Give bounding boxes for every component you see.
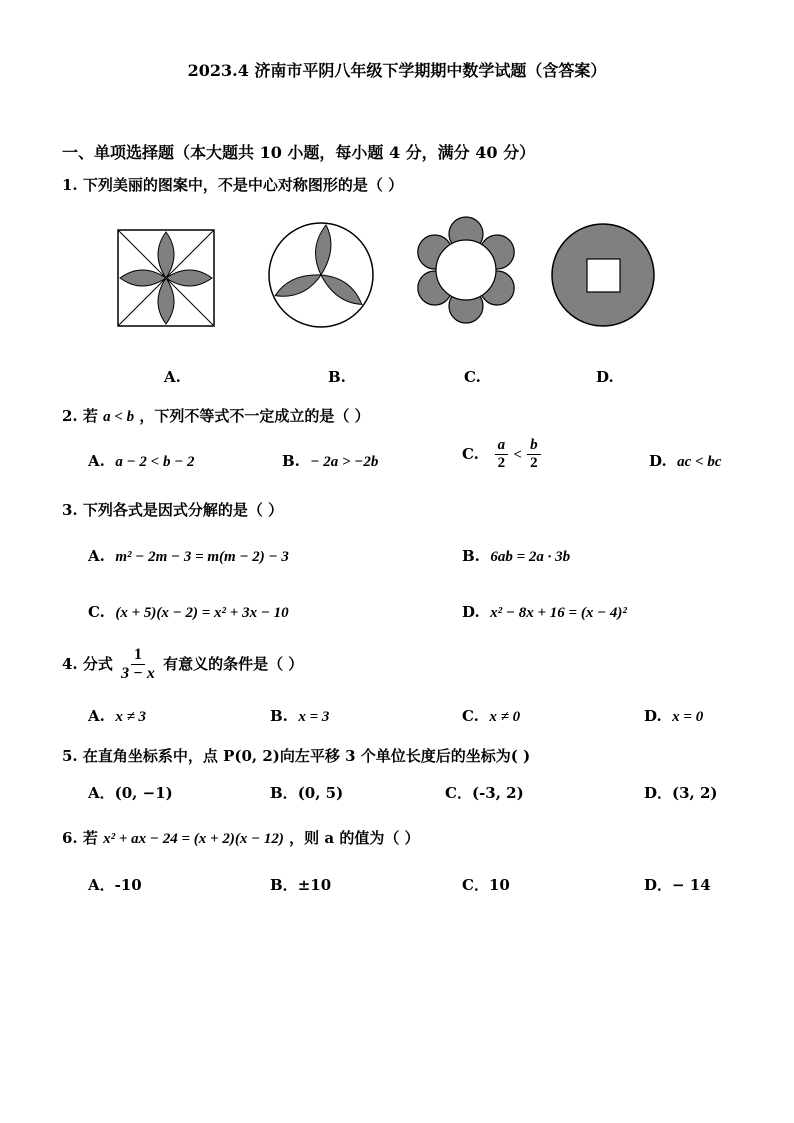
q5-d-label: D． xyxy=(644,784,673,802)
q6-d-label: D． xyxy=(644,876,673,894)
q1-figure-b xyxy=(266,220,376,330)
q4-d-label: D. xyxy=(644,707,662,725)
q5-option-a xyxy=(88,782,173,803)
q6-b-label: B． xyxy=(270,876,298,894)
q2-a-label: A. xyxy=(88,452,105,470)
q6-equation: x² + ax − 24 = (x + 2)(x − 12) xyxy=(103,831,284,847)
q6-a-label: A． xyxy=(88,876,115,894)
section-heading: 一、单项选择题（本大题共 10 小题，每小题 4 分，满分 40 分） xyxy=(62,143,536,162)
q6-option-d xyxy=(644,874,711,895)
q3-option-b xyxy=(462,547,570,566)
q5-option-c xyxy=(445,782,524,803)
q3-option-d xyxy=(462,603,627,622)
q5-option-b xyxy=(270,782,343,803)
q1-label-d: D. xyxy=(596,368,614,386)
q5-b-label: B． xyxy=(270,784,298,802)
q3-d-label: D. xyxy=(462,603,480,621)
q6-option-c xyxy=(462,874,510,895)
q3-option-c xyxy=(88,603,289,622)
q3-c-label: C. xyxy=(88,603,105,621)
q4-a-label: A. xyxy=(88,707,105,725)
q4-b-label: B. xyxy=(270,707,288,725)
q4-d-text: x = 0 xyxy=(672,709,704,725)
q5-a-text: (0, −1) xyxy=(114,784,173,802)
q4-option-a xyxy=(88,707,146,726)
q1-figure-d xyxy=(550,222,656,328)
q3-c-text: (x + 5)(x − 2) = x² + 3x − 10 xyxy=(115,605,289,621)
flower-center xyxy=(436,240,496,300)
q2-c-operator: < xyxy=(513,446,522,463)
q4-b-text: x = 3 xyxy=(298,709,330,725)
q6-c-label: C． xyxy=(462,876,489,894)
q6-stem-post: ，则 a 的值为（ ） xyxy=(289,829,420,847)
q2-b-text: − 2a > −2b xyxy=(310,454,379,470)
q5-c-label: C． xyxy=(445,784,472,802)
q6-stem-pre: 6. 若 xyxy=(62,829,98,847)
q5-a-label: A． xyxy=(88,784,115,802)
q2-option-a xyxy=(88,452,195,471)
q4-stem-post: 有意义的条件是（ ） xyxy=(163,654,304,673)
q1-stem: 1. 下列美丽的图案中，不是中心对称图形的是（ ） xyxy=(62,176,404,194)
q6-option-b xyxy=(270,874,331,895)
q3-b-label: B. xyxy=(462,547,480,565)
q4-a-text: x ≠ 3 xyxy=(115,709,147,725)
q4-fraction: $\frac{1}{3 - x}$ xyxy=(121,646,155,683)
q2-a-text: a − 2 < b − 2 xyxy=(115,454,195,470)
q3-a-label: A. xyxy=(88,547,105,565)
q2-d-label: D. xyxy=(649,452,667,470)
q6-stem xyxy=(62,827,420,848)
page-title: 2023.4 济南市平阴八年级下学期期中数学试题（含答案） xyxy=(187,61,607,80)
q2-c-label: C. xyxy=(462,444,479,463)
q4-option-b xyxy=(270,707,329,726)
q5-b-text: (0, 5) xyxy=(297,784,344,802)
q4-option-d xyxy=(644,707,703,726)
q5-d-text: (3, 2) xyxy=(672,784,718,802)
q2-d-text: ac < bc xyxy=(677,454,722,470)
q2-b-label: B. xyxy=(282,452,300,470)
q4-c-text: x ≠ 0 xyxy=(489,709,521,725)
q3-a-text: m² − 2m − 3 = m(m − 2) − 3 xyxy=(115,549,289,565)
q2-condition: a < b xyxy=(103,409,135,425)
q1-label-c: C. xyxy=(464,368,481,386)
q4-stem-pre: 4. 分式 xyxy=(62,654,113,673)
q2-stem-pre: 2. 若 xyxy=(62,407,98,425)
q4-c-label: C. xyxy=(462,707,479,725)
q6-c-text: 10 xyxy=(488,876,510,894)
q2-stem-post: ，下列不等式不一定成立的是（ ） xyxy=(139,407,370,425)
q6-b-text: ±10 xyxy=(297,876,332,894)
q3-option-a xyxy=(88,547,289,566)
q2-option-d xyxy=(649,452,722,471)
q4-option-c xyxy=(462,707,520,726)
q2-c-frac-right: $\frac{b}{2}$ xyxy=(527,437,541,473)
q1-label-a: A. xyxy=(164,368,181,386)
q2-c-frac-left: $\frac{a}{2}$ xyxy=(495,437,509,473)
q3-d-text: x² − 8x + 16 = (x − 4)² xyxy=(490,605,627,621)
q1-label-b: B. xyxy=(328,368,346,386)
q5-option-d xyxy=(644,782,718,803)
q1-figure-c xyxy=(413,214,519,326)
q2-option-b xyxy=(282,452,378,471)
q6-d-text: − 14 xyxy=(672,876,711,894)
q1-figure-a xyxy=(116,228,216,328)
q6-option-a xyxy=(88,874,142,895)
q2-stem xyxy=(62,405,370,426)
q4-stem xyxy=(62,646,303,684)
q6-a-text: -10 xyxy=(114,876,142,894)
q2-option-c xyxy=(462,437,541,473)
q3-stem: 3. 下列各式是因式分解的是（ ） xyxy=(62,501,284,519)
q5-c-text: (-3, 2) xyxy=(471,784,524,802)
square-hole xyxy=(587,259,620,292)
q5-stem: 5. 在直角坐标系中，点 P(0, 2)向左平移 3 个单位长度后的坐标为( ) xyxy=(62,747,531,765)
q3-b-text: 6ab = 2a · 3b xyxy=(490,549,571,565)
